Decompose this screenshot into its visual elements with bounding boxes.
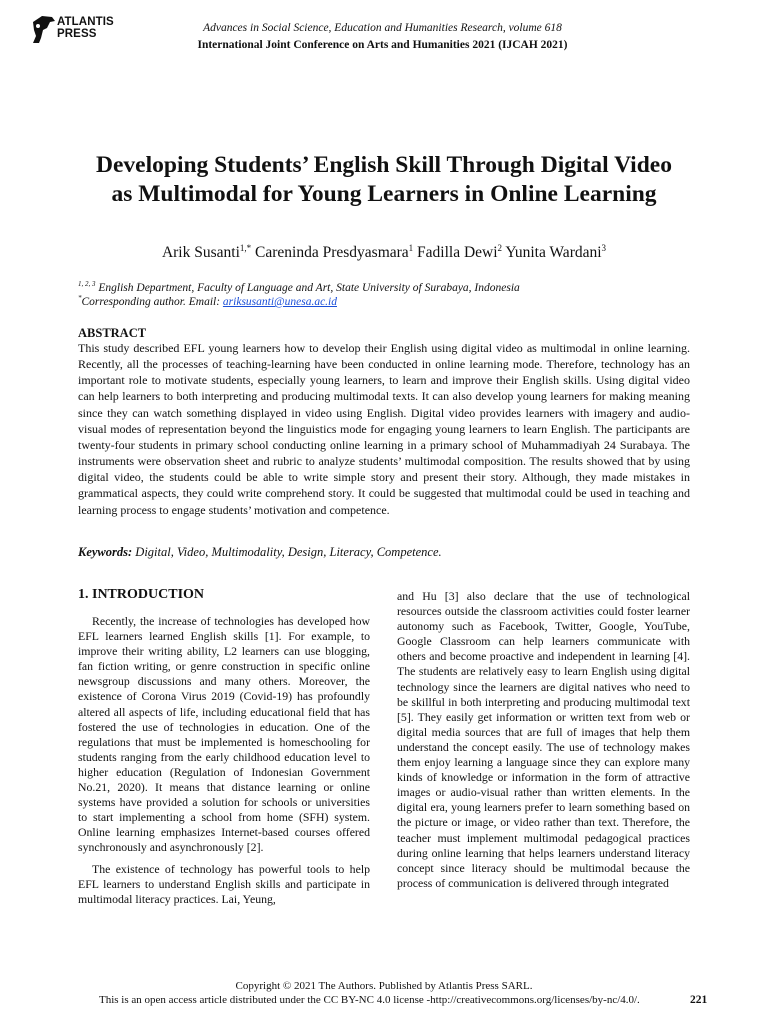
body-column-right bbox=[397, 589, 690, 891]
author-sup: 1 bbox=[408, 242, 414, 253]
author-list bbox=[84, 244, 684, 262]
corresponding-line bbox=[78, 295, 698, 309]
keywords-text: Digital, Video, Multimodality, Design, Literacy, Competence. bbox=[132, 545, 442, 559]
body-paragraph: Recently, the increase of technologies has developed how EFL learners learned English skills [1]. For example, to improve their writing ability, L2 learners can use blogging, fan fiction writing, or genre construction in specific online newsgroup discussions and many others. Moreover, the existence of Corona Virus 2019 (Covid-19) has profoundly altered all aspects of life, including educational field that has fostered the use of technologies in education. One of the regulations that must be implemented is homeschooling for students ranging from the early childhood education level to higher education (Regulation of Indonesian Government No.21, 2020). It means that distance learning or online systems have provided a solution for schools or universities to start implementing a school from home (SFH) system. Online learning emphasizes Internet-based courses offered synchronously and asynchronously [2]. bbox=[78, 614, 370, 855]
logo-line-2: PRESS bbox=[57, 28, 97, 40]
page-number: 221 bbox=[690, 994, 708, 1006]
keywords bbox=[78, 545, 442, 560]
logo-line-1: ATLANTIS bbox=[57, 16, 114, 28]
affiliation-sup: 1, 2, 3 bbox=[78, 280, 96, 289]
body-paragraph: and Hu [3] also declare that the use of technological resources outside the classroom activities could foster learner autonomy such as Facebook, Twitter, Google, YouTube, Google Classroom can help learners communicate with others and become proactive and independent in learning [4]. The students are relatively easy to learn English using digital technology since the learners are digital natives who need to be skillful in both interpreting and producing multimodal text [5]. They easily get information or written text from web or digital media sources that are full of images that help them understand the concept easily. The use of technology makes them enjoy learning a language since they can explore many kinds of knowledge or information in the form of attractive images or audio-visual rather than written elements. In the digital era, young learners prefer to learn something based on the picture or image, or video rather than text. Therefore, the teacher must implement multimodal pedagogical practices during online learning that helps learners understand literacy concept since literacy should be multimodal because the process of communication is delivered through integrated bbox=[397, 589, 690, 890]
author-sup: 2 bbox=[497, 242, 503, 253]
copyright-notice: Copyright © 2021 The Authors. Published by Atlantis Press SARL. bbox=[235, 980, 533, 992]
atlantis-figure-icon bbox=[30, 14, 56, 44]
affiliation-text: English Department, Faculty of Language and Art, State University of Surabaya, Indonesia bbox=[95, 282, 520, 294]
author-name: Fadilla Dewi bbox=[417, 244, 498, 261]
author-name: Careninda Presdyasmara bbox=[255, 244, 409, 261]
abstract-heading: ABSTRACT bbox=[78, 326, 147, 340]
author-name: Yunita Wardani bbox=[505, 244, 602, 261]
corresponding-sup: * bbox=[78, 294, 82, 303]
affiliation-line bbox=[78, 281, 698, 295]
section-heading-introduction: 1. INTRODUCTION bbox=[78, 587, 205, 602]
corresponding-label: Corresponding author. Email: bbox=[81, 296, 223, 308]
paper-title: Developing Students’ English Skill Through Digital Video as Multimodal for Young Learners in Online Learning bbox=[96, 152, 672, 207]
affiliations bbox=[78, 281, 698, 309]
author-sup: 3 bbox=[601, 242, 607, 253]
abstract-text: This study described EFL young learners how to develop their English using digital video as multimodal in online learning. Recently, all the processes of teaching-learning have been conducted in online learning mode. Therefore, technology has an important role to motivate students, especially young learners, to learn and improve their English skills. Using digital video can help learners to both interpreting and producing multimodal texts. It can also develop young learners for making meaning since they can watch something displayed in video using English. Digital video provides learners with imagery and audio-visual modes of representation beyond the linguistics mode for engaging young learners to learn English. The participants are twenty-four students in primary school conducting online learning in a primary school of Muhammadiyah 24 Surabaya. The instruments were observation sheet and rubric to analyze students’ multimodal composition. The results showed that by using digital video, the students could be able to write simple story and present their story. Although, they made mistakes in grammatical aspects, they could write comprehend story. It could be suggested that multimodal could be used in teaching and learning process to engage students’ motivation and competence. bbox=[78, 341, 690, 517]
logo-text bbox=[57, 16, 114, 40]
author-name: Arik Susanti bbox=[161, 244, 240, 261]
keywords-label: Keywords: bbox=[78, 545, 133, 559]
conference-name: International Joint Conference on Arts and Humanities 2021 (IJCAH 2021) bbox=[197, 39, 568, 51]
journal-series: Advances in Social Science, Education and Humanities Research, volume 618 bbox=[203, 22, 562, 34]
author-email-link[interactable]: ariksusanti@unesa.ac.id bbox=[222, 296, 337, 308]
publisher-logo bbox=[30, 14, 125, 46]
author-sup: 1,* bbox=[239, 242, 252, 253]
body-paragraph: The existence of technology has powerful tools to help EFL learners to understand English skills and participate in multimodal literacy practices. Lai, Yeung, bbox=[78, 861, 370, 906]
license-notice: This is an open access article distributed under the CC BY-NC 4.0 license -http://creativecommons.org/licenses/by-nc/4.0/. bbox=[99, 994, 640, 1006]
body-column-left bbox=[78, 614, 370, 907]
